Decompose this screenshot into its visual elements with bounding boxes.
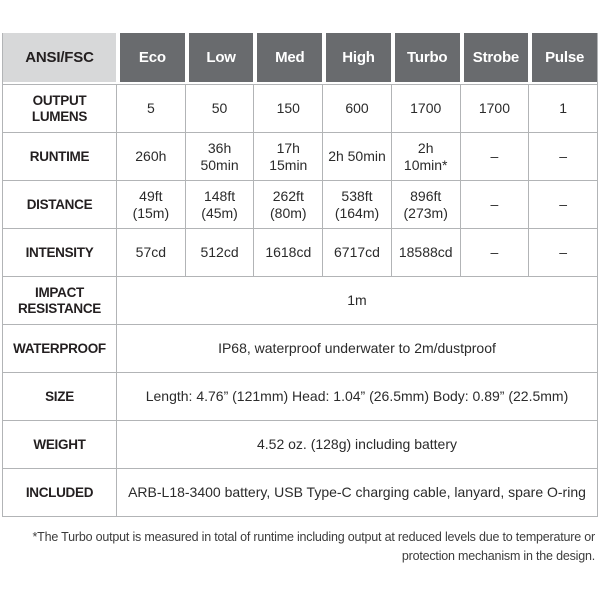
value-cell: 1700 xyxy=(391,85,460,132)
table-row-waterproof xyxy=(3,324,597,372)
value-cell: 18588cd xyxy=(391,229,460,276)
span-value-cell: ARB-L18-3400 battery, USB Type-C charging cable, lanyard, spare O-ring xyxy=(116,469,597,516)
row-label-impact-resistance: IMPACT RESISTANCE xyxy=(17,284,101,316)
value-cell: 57cd xyxy=(116,229,185,276)
row-label-output-lumens: OUTPUT LUMENS xyxy=(31,92,88,124)
value-cell: 5 xyxy=(116,85,185,132)
value-cell: – xyxy=(460,133,529,180)
table-header-row xyxy=(3,33,597,84)
turbo-footnote: *The Turbo output is measured in total of runtime including output at reduced levels due to temperature or protection mechanism in the design. xyxy=(32,530,595,563)
value-cell: – xyxy=(460,229,529,276)
ansi-fsc-spec-table xyxy=(2,33,598,517)
value-cell: 2h 50min xyxy=(322,133,391,180)
value-cell: 262ft (80m) xyxy=(253,181,322,228)
header-cell-med: Med xyxy=(253,33,322,82)
value-cell: 49ft (15m) xyxy=(116,181,185,228)
span-value-cell: IP68, waterproof underwater to 2m/dustproof xyxy=(116,325,597,372)
span-value-cell: 4.52 oz. (128g) including battery xyxy=(116,421,597,468)
value-cell: – xyxy=(528,229,597,276)
value-cell: 148ft (45m) xyxy=(185,181,254,228)
header-cell-strobe: Strobe xyxy=(460,33,529,82)
value-cell: 1 xyxy=(528,85,597,132)
header-cell-pulse: Pulse xyxy=(528,33,597,82)
value-cell: 50 xyxy=(185,85,254,132)
value-cell: – xyxy=(528,133,597,180)
table-row-weight xyxy=(3,420,597,468)
value-cell: 600 xyxy=(322,85,391,132)
table-row-intensity xyxy=(3,228,597,276)
header-cell-turbo: Turbo xyxy=(391,33,460,82)
value-cell: 150 xyxy=(253,85,322,132)
value-cell: 1700 xyxy=(460,85,529,132)
table-row-impact-resistance xyxy=(3,276,597,324)
row-label-included: INCLUDED xyxy=(25,484,94,500)
table-row-size xyxy=(3,372,597,420)
header-cell-eco: Eco xyxy=(116,33,185,82)
value-cell: 17h 15min xyxy=(253,133,322,180)
value-cell: 260h xyxy=(116,133,185,180)
value-cell: 2h 10min* xyxy=(391,133,460,180)
table-row-distance xyxy=(3,180,597,228)
value-cell: 896ft (273m) xyxy=(391,181,460,228)
value-cell: – xyxy=(460,181,529,228)
span-value-cell: Length: 4.76” (121mm) Head: 1.04” (26.5mm) Body: 0.89” (22.5mm) xyxy=(116,373,597,420)
header-cell-low: Low xyxy=(185,33,254,82)
row-label-distance: DISTANCE xyxy=(26,196,93,212)
row-label-size: SIZE xyxy=(45,388,74,404)
value-cell: 512cd xyxy=(185,229,254,276)
value-cell: 1618cd xyxy=(253,229,322,276)
table-row-included xyxy=(3,468,597,516)
row-label-intensity: INTENSITY xyxy=(25,244,94,260)
value-cell: – xyxy=(528,181,597,228)
value-cell: 36h 50min xyxy=(185,133,254,180)
value-cell: 6717cd xyxy=(322,229,391,276)
row-label-waterproof: WATERPROOF xyxy=(13,340,106,356)
header-cell-ansi-fsc: ANSI/FSC xyxy=(3,33,116,82)
header-cell-high: High xyxy=(322,33,391,82)
table-row-output-lumens xyxy=(3,84,597,132)
table-row-runtime xyxy=(3,132,597,180)
row-label-weight: WEIGHT xyxy=(33,436,86,452)
span-value-cell: 1m xyxy=(116,277,597,324)
value-cell: 538ft (164m) xyxy=(322,181,391,228)
row-label-runtime: RUNTIME xyxy=(29,148,90,164)
